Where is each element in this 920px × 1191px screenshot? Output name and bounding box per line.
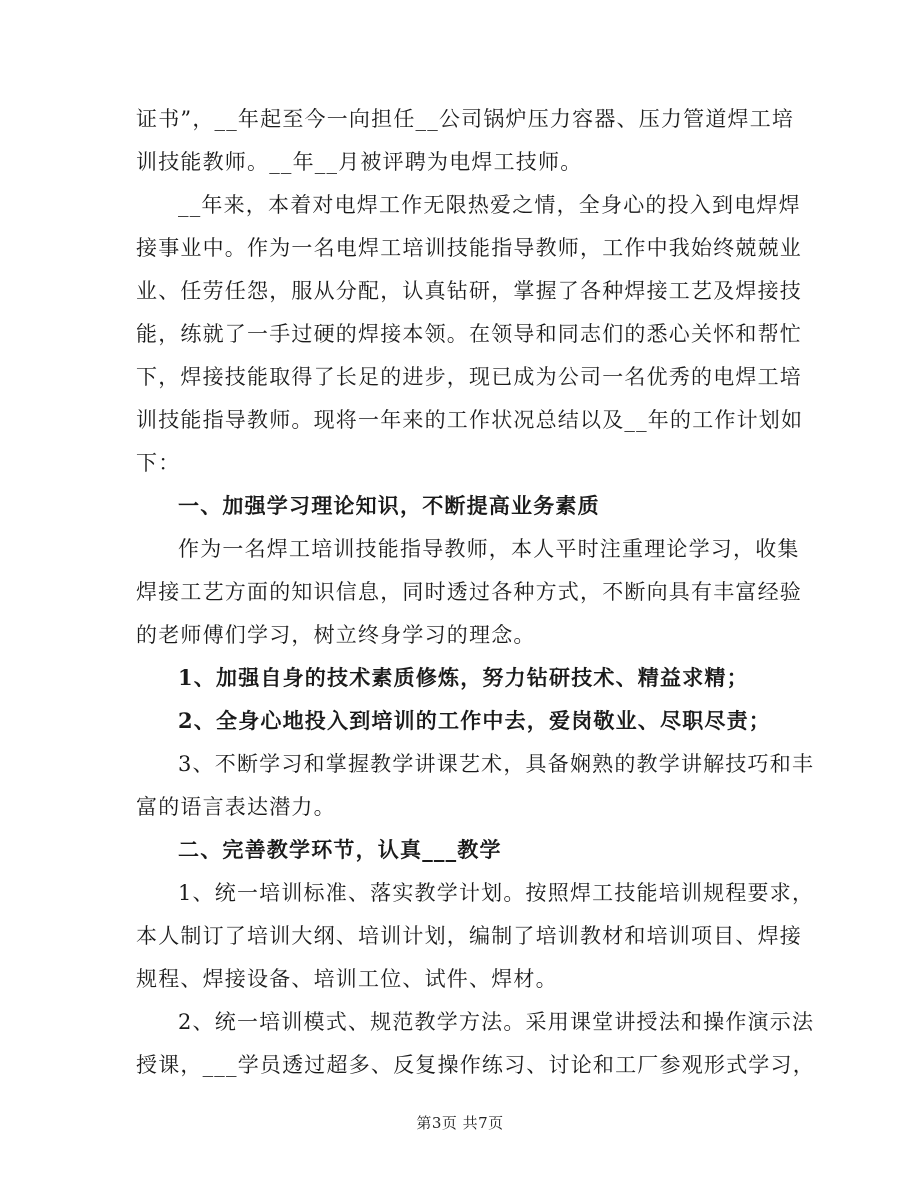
text-line: 授课，___学员透过超多、反复操作练习、讨论和工厂参观形式学习， [136, 1053, 815, 1077]
list-item: 2、全身心地投入到培训的工作中去，爱岗敬业、尽职尽责； [178, 708, 772, 733]
text-line: 证书”，__年起至今一向担任__公司锅炉压力容器、压力管道焊工培 [136, 107, 795, 131]
section-heading: 一、加强学习理论知识，不断提高业务素质 [178, 493, 600, 518]
text-line: 富的语言表达潜力。 [136, 795, 336, 819]
section-heading: 二、完善教学环节，认真___教学 [178, 837, 502, 862]
list-item: 2、统一培训模式、规范教学方法。采用课堂讲授法和操作演示法 [178, 1010, 815, 1034]
text-line: 能，练就了一手过硬的焊接本领。在领导和同志们的悉心关怀和帮忙 [136, 322, 802, 346]
text-line: 的老师傅们学习，树立终身学习的理念。 [136, 623, 536, 647]
text-line: 训技能指导教师。现将一年来的工作状况总结以及__年的工作计划如 [136, 408, 804, 432]
text-line: 作为一名焊工培训技能指导教师，本人平时注重理论学习，收集 [178, 537, 800, 561]
list-item: 1、统一培训标准、落实教学计划。按照焊工技能培训规程要求， [178, 881, 815, 905]
text-line: 下： [136, 451, 181, 475]
text-line: 下，焊接技能取得了长足的进步，现已成为公司一名优秀的电焊工培 [136, 365, 802, 389]
list-item: 1、加强自身的技术素质修炼，努力钻研技术、精益求精； [178, 665, 749, 690]
text-line: 本人制订了培训大纲、培训计划，编制了培训教材和培训项目、焊接 [136, 924, 802, 948]
text-line: 训技能教师。__年__月被评聘为电焊工技师。 [136, 150, 583, 174]
text-line: 接事业中。作为一名电焊工培训技能指导教师，工作中我始终兢兢业 [136, 236, 802, 260]
page-number: 第3页 共7页 [416, 1114, 504, 1132]
text-line: 焊接工艺方面的知识信息，同时透过各种方式，不断向具有丰富经验 [136, 580, 802, 604]
text-line: __年来，本着对电焊工作无限热爱之情，全身心的投入到电焊焊 [178, 193, 801, 217]
text-line: 规程、焊接设备、培训工位、试件、焊材。 [136, 967, 558, 991]
list-item: 3、不断学习和掌握教学讲课艺术，具备娴熟的教学讲解技巧和丰 [178, 752, 815, 776]
text-line: 业、任劳任怨，服从分配，认真钻研，掌握了各种焊接工艺及焊接技 [136, 279, 802, 303]
